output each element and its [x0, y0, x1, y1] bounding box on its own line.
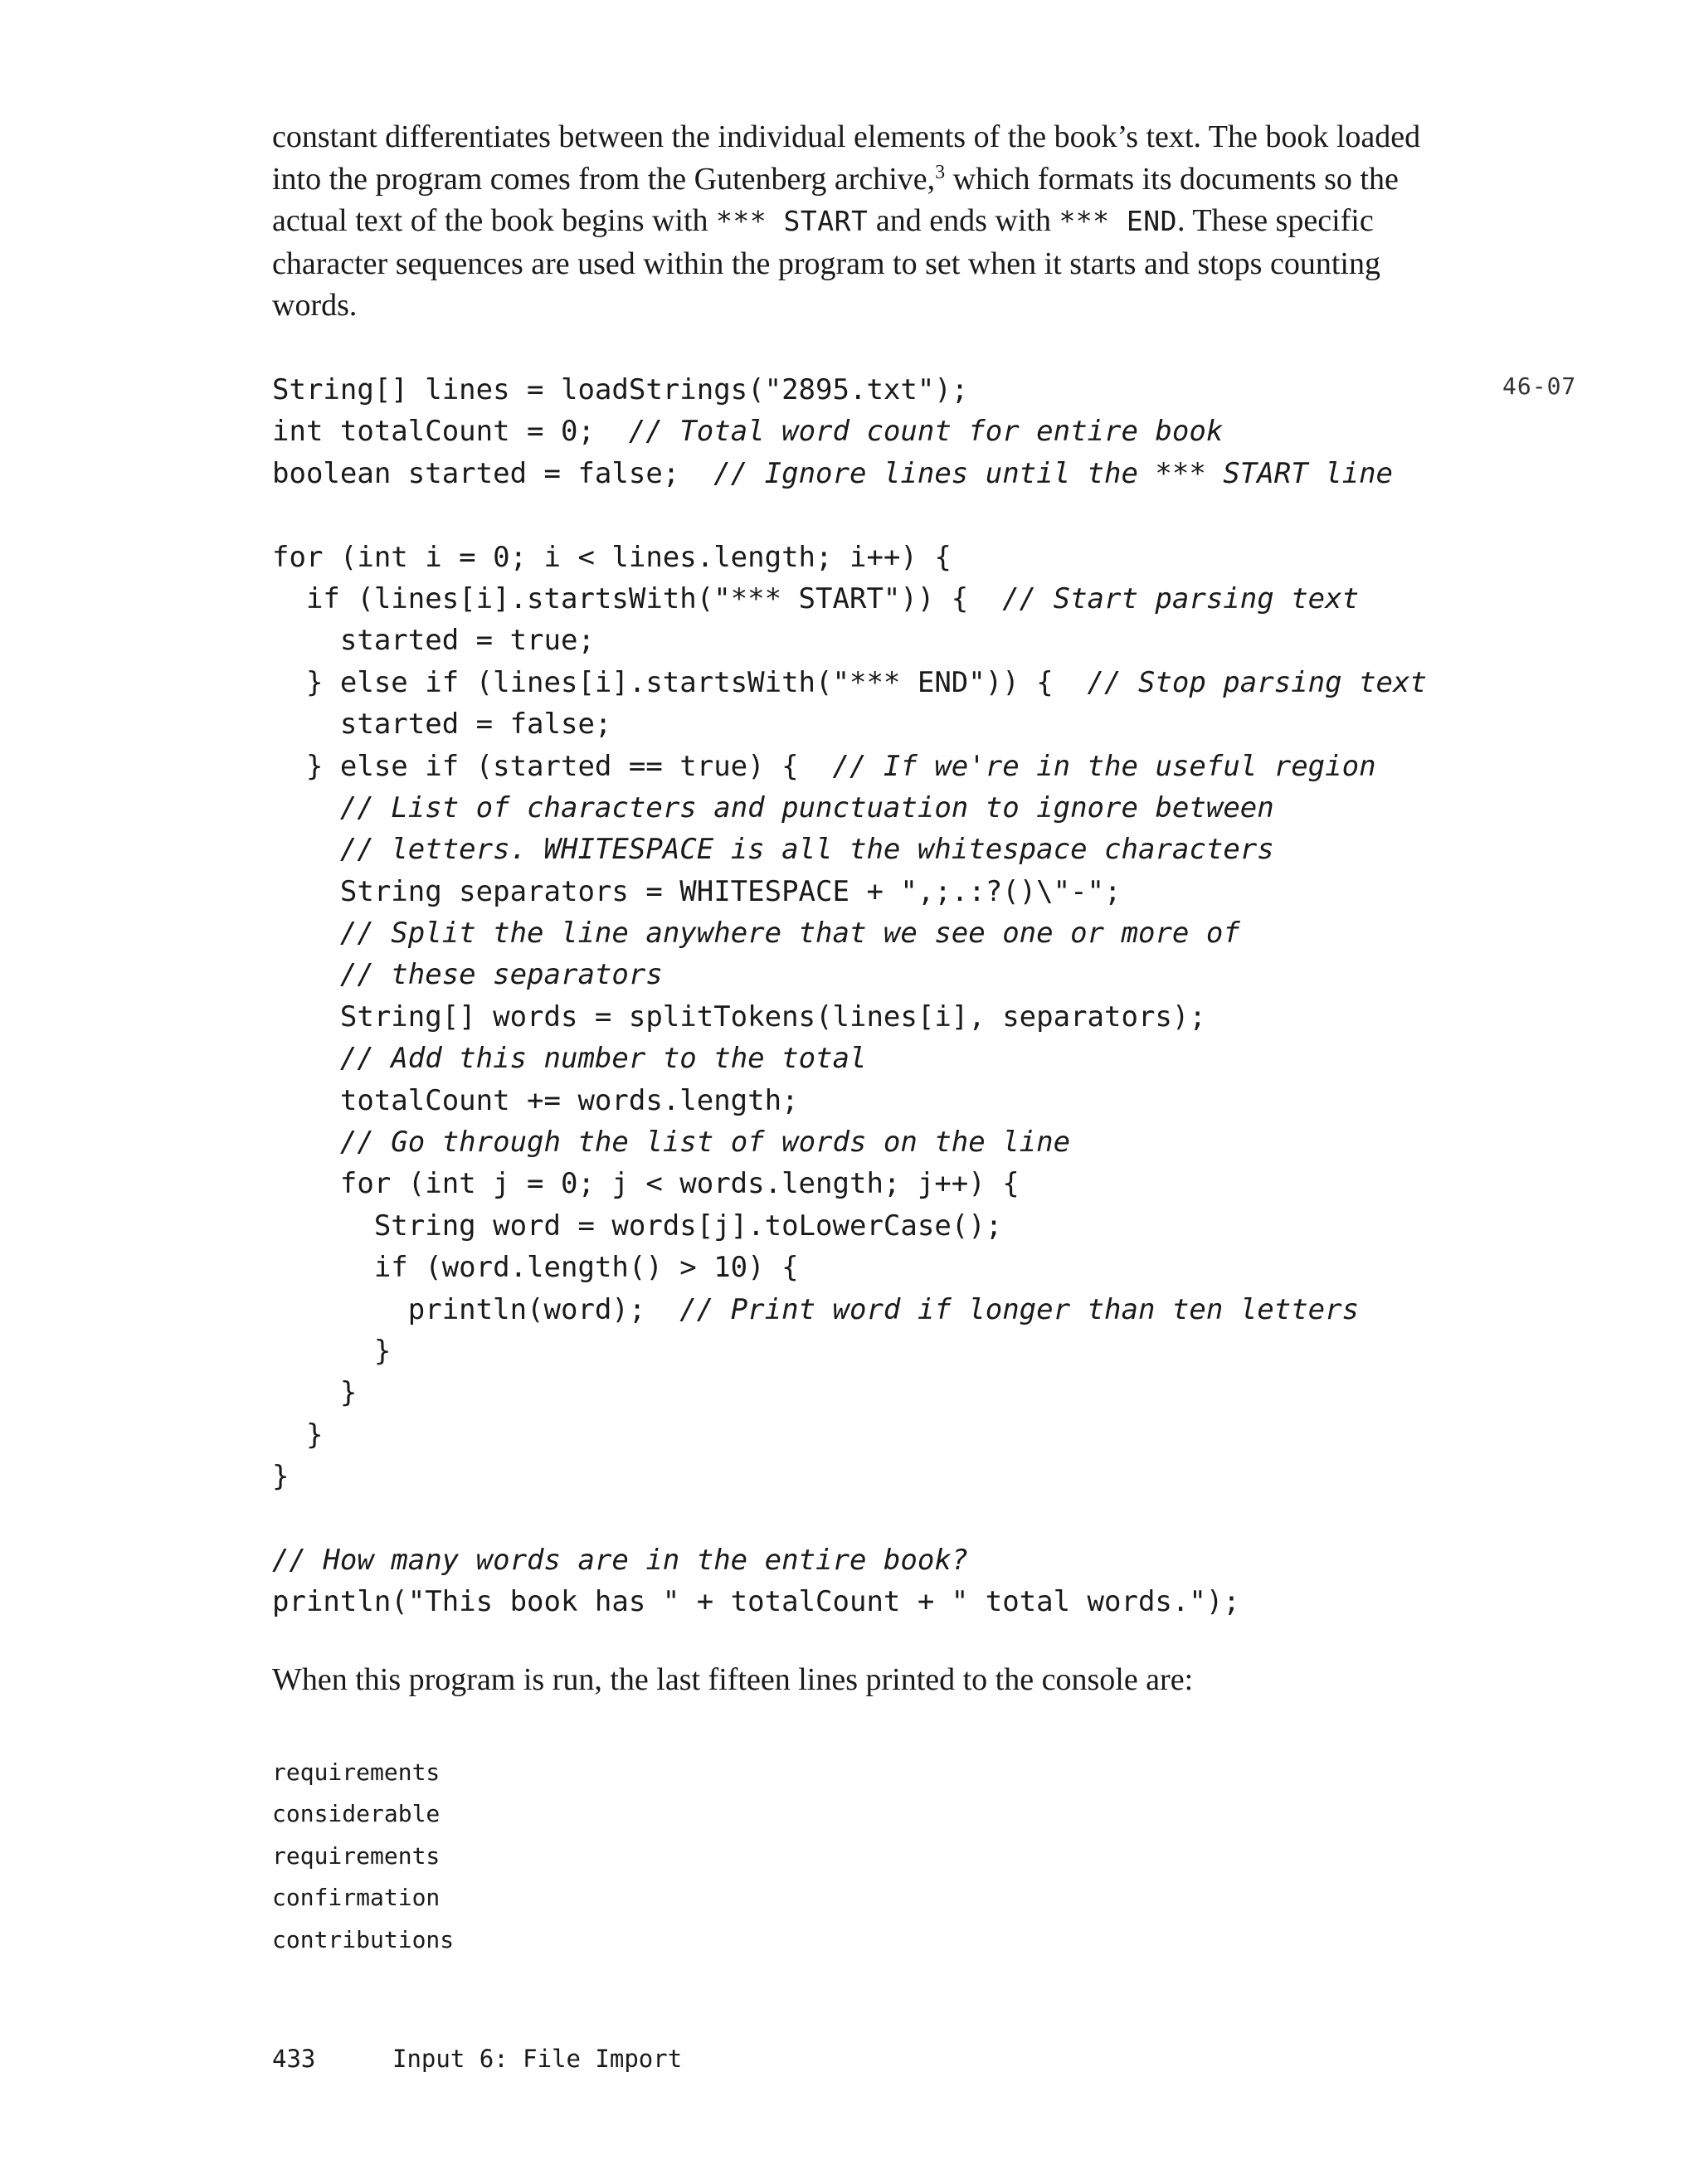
- code-line: [272, 1330, 1427, 1372]
- code-line: [272, 1205, 1427, 1247]
- code-comment: // Start parsing text: [1002, 581, 1360, 615]
- intro-text-4: . These specific character sequences are used within the program to set when it starts and stops counting words.: [272, 203, 1380, 323]
- code-listing-number: 46-07: [1502, 372, 1577, 400]
- code-text: if (word.length() > 10) {: [272, 1251, 799, 1285]
- code-line: [272, 1080, 1427, 1121]
- code-line: [272, 1247, 1427, 1288]
- intro-paragraph: [272, 116, 1467, 327]
- console-output-line: confirmation: [272, 1884, 441, 1912]
- code-text: totalCount += words.length;: [272, 1083, 799, 1117]
- code-line: [272, 1121, 1427, 1163]
- page-number: 433: [272, 2045, 316, 2073]
- code-line: [272, 1498, 1427, 1540]
- code-text: [272, 1126, 340, 1159]
- code-line: [272, 703, 1427, 745]
- code-comment: // How many words are in the entire book?: [272, 1543, 969, 1577]
- code-line: [272, 954, 1427, 995]
- console-output-line: requirements: [272, 1841, 441, 1870]
- code-comment: // Add this number to the total: [339, 1042, 867, 1076]
- code-line: [272, 912, 1427, 954]
- code-line: [272, 1038, 1427, 1079]
- code-text: started = false;: [272, 708, 612, 742]
- code-text: started = true;: [272, 624, 595, 658]
- code-text: boolean started = false;: [272, 456, 714, 490]
- code-line: [272, 1540, 1427, 1581]
- code-comment: // Go through the list of words on the line: [339, 1126, 1071, 1160]
- code-text: String separators = WHITESPACE + ",;.:?()\"-";: [272, 874, 1122, 908]
- code-line: [272, 829, 1427, 870]
- code-text: String word = words[j].toLowerCase();: [272, 1209, 1003, 1243]
- code-text: [272, 1042, 340, 1075]
- footnote-reference: 3: [935, 161, 946, 183]
- code-listing: [272, 369, 1427, 1623]
- code-text: [272, 917, 340, 950]
- console-output-line: requirements: [272, 1758, 441, 1786]
- code-comment: // these separators: [339, 958, 663, 992]
- code-text: [272, 958, 340, 991]
- code-text: } else if (lines[i].startsWith("*** END")) {: [272, 665, 1088, 699]
- code-comment: // List of characters and punctuation to ignore between: [339, 790, 1274, 824]
- intro-text-3: and ends with: [868, 203, 1059, 238]
- code-text: } else if (started == true) {: [272, 749, 833, 783]
- code-text: [272, 833, 340, 866]
- page-footer: [272, 2042, 682, 2075]
- console-output-line: contributions: [272, 1925, 455, 1953]
- code-line: [272, 620, 1427, 661]
- code-text: for (int i = 0; i < lines.length; i++) {: [272, 540, 952, 574]
- console-intro-paragraph: When this program is run, the last fifteen lines printed to the console are:: [272, 1662, 1194, 1697]
- code-line: [272, 1289, 1427, 1330]
- code-comment: // Ignore lines until the *** START line: [713, 456, 1394, 490]
- code-comment: // Print word if longer than ten letters: [679, 1292, 1360, 1326]
- code-text: String[] words = splitTokens(lines[i], separators);: [272, 1000, 1206, 1034]
- code-comment: // Split the line anywhere that we see one or more of: [339, 917, 1240, 951]
- code-comment: // If we're in the useful region: [832, 749, 1376, 783]
- code-line: [272, 578, 1427, 620]
- code-text: println("This book has " + totalCount + " total words.");: [272, 1585, 1240, 1619]
- code-text: int totalCount = 0;: [272, 415, 629, 449]
- code-line: [272, 996, 1427, 1038]
- code-line: [272, 369, 1427, 411]
- code-text: for (int j = 0; j < words.length; j++) {: [272, 1167, 1020, 1201]
- code-text: String[] lines = loadStrings("2895.txt");: [272, 373, 969, 406]
- code-line: [272, 1581, 1427, 1622]
- chapter-title: Input 6: File Import: [392, 2045, 683, 2073]
- code-line: [272, 787, 1427, 829]
- code-line: [272, 1414, 1427, 1456]
- code-line: [272, 662, 1427, 703]
- intro-text-2: which formats its documents so the actual text of the book begins with: [272, 161, 1399, 238]
- code-text: println(word);: [272, 1292, 680, 1326]
- code-line: [272, 1456, 1427, 1497]
- intro-text-1: constant differentiates between the individual elements of the book’s text. The book loaded into the program comes from the Gutenberg archive,: [272, 119, 1421, 197]
- code-text: [272, 791, 340, 824]
- code-comment: // Total word count for entire book: [628, 415, 1224, 449]
- code-text: }: [272, 1460, 290, 1494]
- code-line: [272, 494, 1427, 536]
- code-line: [272, 746, 1427, 787]
- code-line: [272, 411, 1427, 452]
- code-comment: // letters. WHITESPACE is all the whitespace characters: [339, 833, 1274, 867]
- code-line: [272, 1163, 1427, 1204]
- code-text: if (lines[i].startsWith("*** START")) {: [272, 581, 1003, 615]
- code-text: }: [272, 1334, 392, 1368]
- code-line: [272, 871, 1427, 912]
- inline-code-start: *** START: [716, 205, 869, 237]
- code-text: }: [272, 1376, 358, 1410]
- inline-code-end: *** END: [1059, 205, 1178, 237]
- code-text: }: [272, 1418, 324, 1452]
- code-line: [272, 1372, 1427, 1413]
- code-comment: // Stop parsing text: [1087, 665, 1427, 699]
- code-line: [272, 453, 1427, 494]
- console-output-line: considerable: [272, 1800, 441, 1828]
- code-line: [272, 537, 1427, 578]
- console-output-list: [272, 1752, 454, 1961]
